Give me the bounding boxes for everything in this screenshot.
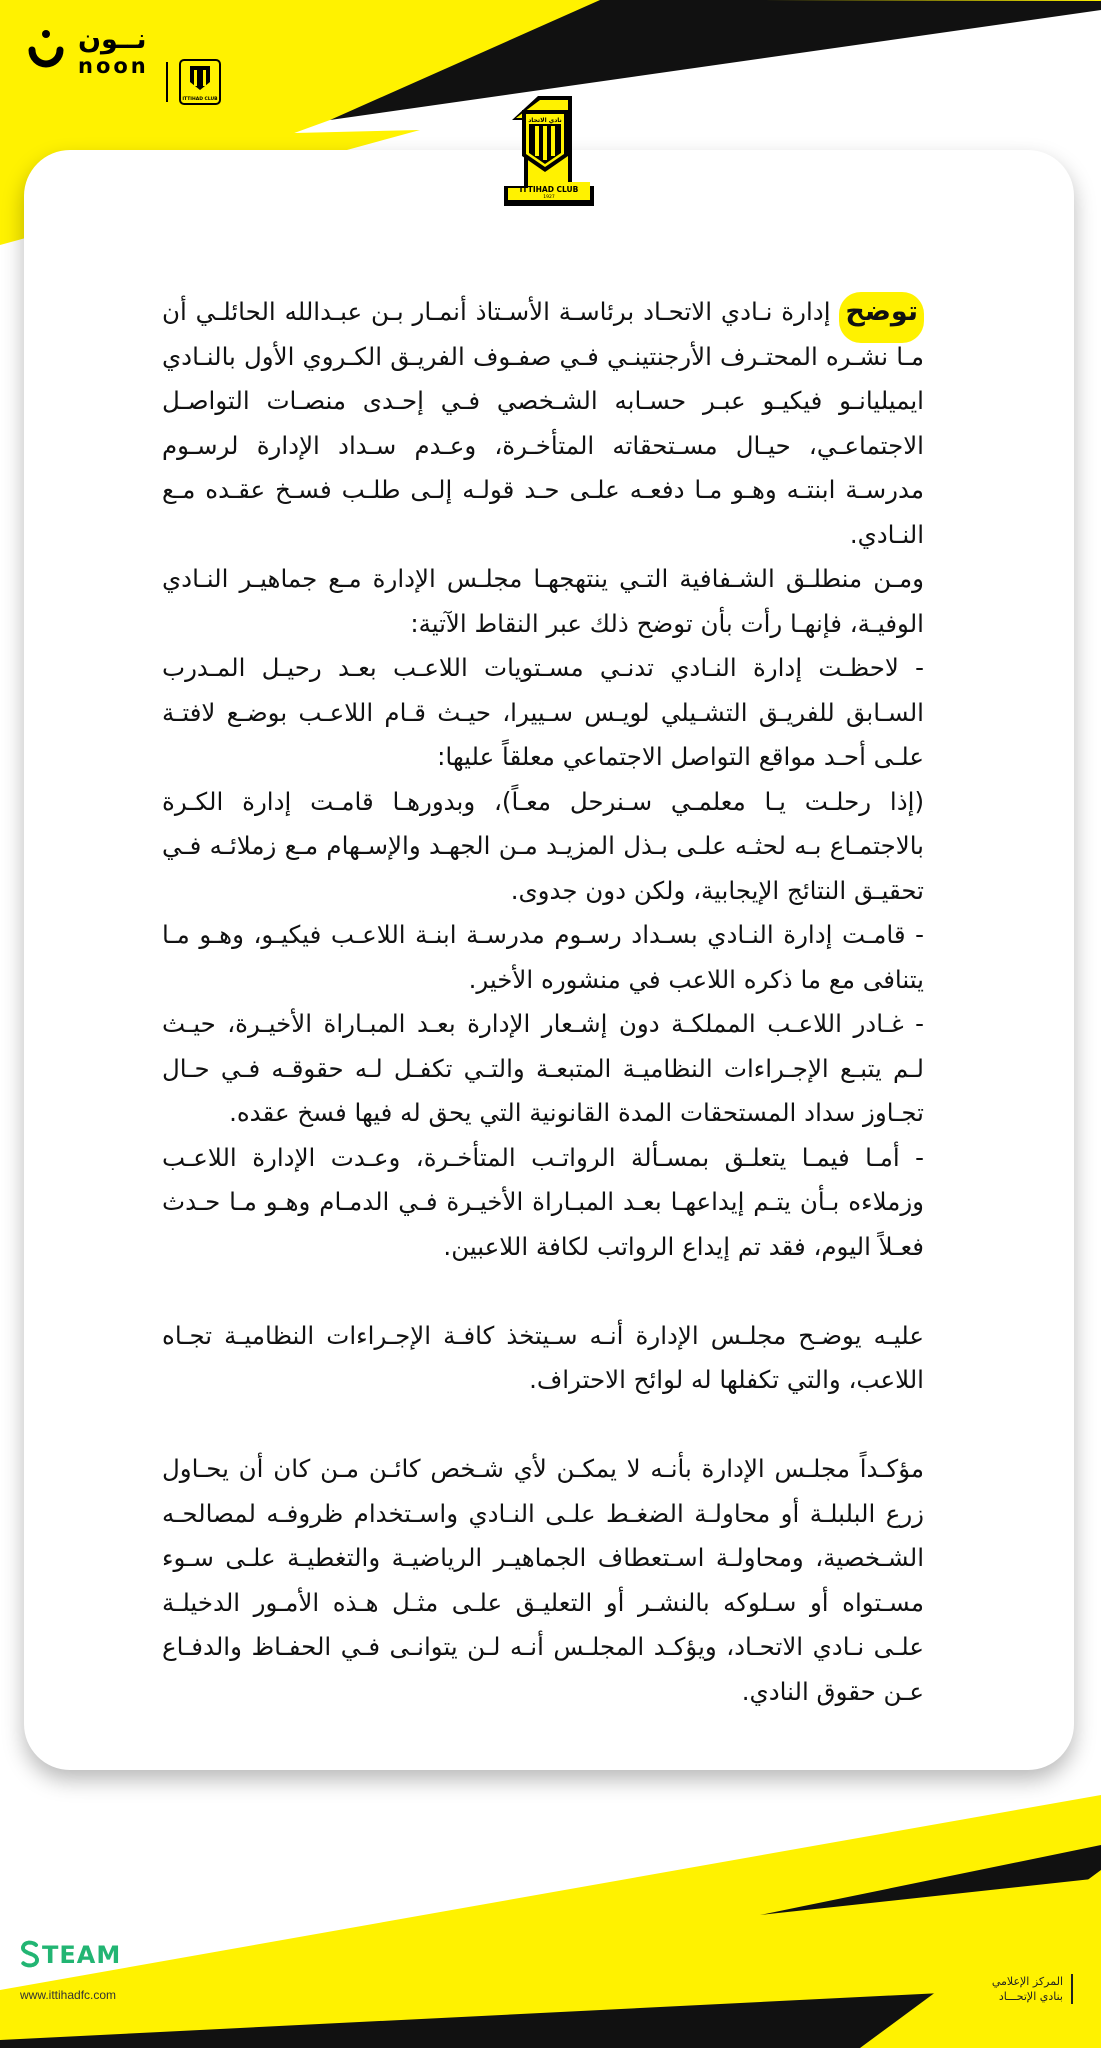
badge-arabic-text: نادي الاتحاد <box>528 117 562 124</box>
sponsor-name-ar: نــون <box>78 24 147 55</box>
paragraph-7: - أمـا فيمـا يتعلـق بمسـألة الرواتـب المتأخـرة، وعـدت الإدارة اللاعـب وزملاءه بـأن يتـم إيداعهـا بعـد المبـاراة الأخيـرة فـي الدمـام وهـو مـا حـدث فعـلاً اليوم، فقد تم إيداع الرواتب لكافة اللاعبين. <box>162 1142 924 1261</box>
badge-club-name: ITTIHAD CLUB <box>519 185 579 194</box>
media-center-line-2: بنادي الإتحـــاد <box>998 1990 1063 2003</box>
paragraph-6: - غـادر اللاعـب المملكـة دون إشـعار الإدارة بعـد المبـاراة الأخيـرة، حيـث لـم يتبـع الإجـراءات النظاميـة المتبعـة والتـي تكفـل لـه حقوقـه فـي حـال تجـاوز سداد المستحقات المدة القانونية التي يحق له فيها فسخ عقده. <box>162 1009 924 1127</box>
spacer <box>162 1269 924 1314</box>
statement-body <box>162 290 924 1714</box>
sponsor-name-en: noon <box>78 54 149 78</box>
divider <box>166 62 168 102</box>
noon-logo-icon <box>24 28 68 76</box>
badge-year: 1927 <box>543 195 555 200</box>
team-s-icon <box>20 1940 40 1968</box>
sponsor-logo <box>24 24 218 102</box>
paragraph-5: - قامـت إدارة النـادي بسـداد رسـوم مدرسـة ابنـة اللاعـب فيكيـو، وهـو مـا يتنافى مع ما ذكره اللاعب في منشوره الأخير. <box>162 920 924 994</box>
team-label: TEAM <box>42 1941 122 1969</box>
small-badge-text: ITTIHAD CLUB <box>182 97 218 102</box>
lead-word: توضح <box>839 292 924 343</box>
paragraph-8: عليـه يوضـح مجلـس الإدارة أنـه سـيتخذ كافـة الإجـراءات النظاميـة تجـاه اللاعب، والتي تكفلها له لوائح الاحتراف. <box>162 1320 924 1394</box>
paragraph-1-text: إدارة نـادي الاتحـاد برئاسـة الأسـتاذ أنمـار بـن عبـدالله الحائلـي أن مـا نشـره المحتـرف الأرجنتينـي فـي صفـوف الفريـق الكـروي الأول بالنـادي ايميليانـو فيكيـو عبـر حسـابه الشـخصي فـي إحـدى منصـات التواصـل الاجتماعـي، حيـال مسـتحقاته المتأخـرة، وعـدم سـداد الإدارة لرسـوم مدرسـة ابنتـه وهـو مـا دفعـه علـى حـد قولـه إلـى طلـب فسـخ عقـده مـع النـادي. <box>162 297 924 549</box>
media-center-label <box>992 1974 1073 2004</box>
small-club-badge-icon <box>178 58 222 106</box>
paragraph-3: - لاحظـت إدارة النـادي تدنـي مسـتويات اللاعـب بعـد رحيـل المـدرب السـابق للفريـق التشـيلي لويـس سـييرا، حيـث قـام اللاعـب بوضـع لافتـة علـى أحـد مواقع التواصل الاجتماعي معلقاً عليها: <box>162 653 924 771</box>
spacer <box>162 1403 924 1448</box>
website-link[interactable]: www.ittihadfc.com <box>20 1988 117 2002</box>
club-badge-icon <box>498 92 600 208</box>
paragraph-2: ومـن منطلـق الشـفافية التـي ينتهجهـا مجلـس الإدارة مـع جماهيـر النـادي الوفيـة، فإنهـا رأت بأن توضح ذلك عبر النقاط الآتية: <box>162 564 924 638</box>
paragraph-1 <box>162 290 924 557</box>
media-center-line-1: المركز الإعلامي <box>991 1975 1063 1988</box>
paragraph-4: (إذا رحلـت يـا معلمـي سـنرحل معـاً)، وبدورهـا قامـت إدارة الكـرة بالاجتمـاع بـه لحثـه علـى بـذل المزيـد مـن الجهـد والإسـهام مـع زملائـه فـي تحقيـق النتائج الإيجابية، ولكن دون جدوى. <box>162 786 924 905</box>
paragraph-9: مؤكـداً مجلـس الإدارة بأنـه لا يمكـن لأي شـخص كائـن مـن كان أن يحـاول زرع البلبلـة أو محاولـة الضغـط علـى النـادي واسـتخدام ظروفـه لمصالحـه الشـخصية، ومحاولـة اسـتعطاف الجماهيـر الرياضيـة والتغطيـة علـى سـوء مسـتواه أو سـلوكه بالنشـر أو التعليـق علـى مثـل هـذه الأمـور الدخيلـة علـى نـادي الاتحـاد، ويؤكـد المجلـس أنـه لـن يتوانـى فـي الحفـاظ والدفـاع عـن حقوق النادي. <box>162 1454 924 1706</box>
team-logo <box>20 1940 121 1969</box>
